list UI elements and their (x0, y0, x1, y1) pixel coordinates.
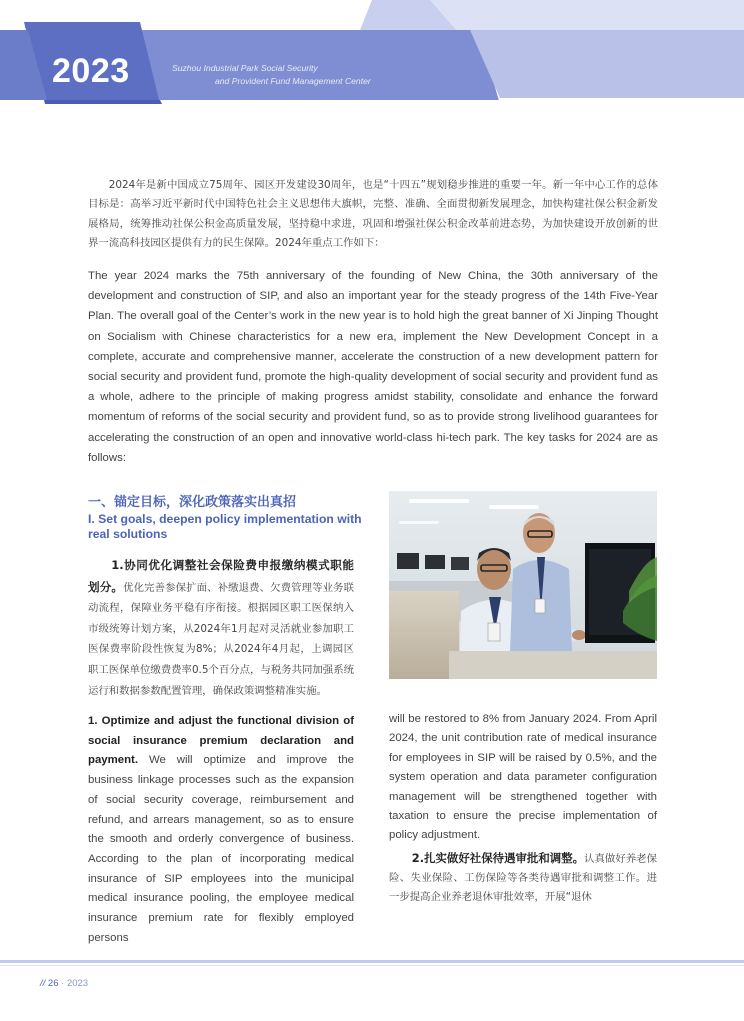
office-photo-illustration (389, 491, 657, 679)
org-name-line2: and Provident Fund Management Center (215, 76, 371, 86)
item2-paragraph-zh (389, 849, 657, 907)
item1-paragraph-en-continued: will be restored to 8% from January 2024. From April 2024, the unit contribution rate of medical insurance for employees in SIP will be raised by 0.5%, and the system operation and data parameter configuration management will be strengthened together with taxation to ensure the precise implementation of policy adjustment. (389, 713, 657, 842)
item1-body-en: We will optimize and improve the business linkage processes such as the expansion of social security coverage, reimbursement and refund, and arrears management, so as to ensure the smooth and orderly convergence of business. According to the plan of incorporating medical insurance of SIP employees into the municipal medical insurance pooling, the employee medical insurance premium rate for flexibly employed persons (88, 754, 354, 944)
footer-year: 2023 (66, 978, 89, 989)
org-name-line1: Suzhou Industrial Park Social Security (172, 63, 318, 73)
item1-body-zh: 优化完善参保扩面、补缴退费、欠费管理等业务联动流程，保障业务平稳有序衔接。根据园区职工医保纳入市级统筹计划方案，从2024年1月起对灵活就业参加职工医保费率阶段性恢复为8%；从2024年4月起，上调园区职工医保单位缴费费率0.5个百分点，与税务共同加强系统运行和数据参数配置管理，确保政策调整精准实施。 (88, 581, 354, 697)
footer-divider-thin (0, 965, 744, 966)
header-right-band (470, 30, 744, 98)
footer-separator: · (61, 978, 65, 989)
footer-slash: // (40, 978, 46, 989)
page-number: 26 (47, 978, 59, 989)
office-photo (389, 491, 657, 679)
item2-lead-zh: 2.扎实做好社保待遇审批和调整。 (411, 851, 585, 865)
section-title-en: I. Set goals, deepen policy implementation with real solutions (88, 512, 362, 541)
year-tab-edge (44, 100, 162, 104)
footer-divider (0, 960, 744, 963)
section-title-zh: 一、锚定目标，深化政策落实出真招 (88, 495, 297, 510)
item2-body-zh: 认真做好养老保险、失业保险、工伤保险等各类待遇审批和调整工作。进一步提高企业养老退休审批效率，开展“退休 (389, 853, 657, 903)
item1-lead-en: 1. Optimize and adjust the functional division of social insurance premium declaration and payment. (88, 715, 354, 767)
intro-paragraph-en: The year 2024 marks the 75th anniversary of the founding of New China, the 30th anniversary of the development and construction of SIP, and also an important year for the steady progress of the 14th Five-Year Plan. The overall goal of the Center’s work in the new year is to hold high the great banner of Xi Jinping Thought on Socialism with Chinese characteristics for a new era, implement the New Development Concept in a complete, accurate and comprehensive manner, accelerate the construction of a new development pattern for social security and provident fund, promote the high-quality development of social security and provident fund as a whole, adhere to the principle of making progress amidst stability, consolidate and enhance the forward momentum of reforms of the social security and provident fund, so as to provide strong livelihood guarantees for accelerating the construction of an open and innovative world-class hi-tech park. The key tasks for 2024 are as follows: (88, 270, 658, 464)
header-top-pale-band (430, 0, 744, 30)
item1-paragraph-en (88, 712, 354, 948)
header-banner (0, 0, 744, 110)
item1-lead-zh: 1.协同优化调整社会保险费申报缴纳模式职能划分。 (88, 558, 354, 594)
item1-paragraph-zh (88, 555, 354, 701)
page-footer (40, 978, 88, 989)
year-label: 2023 (52, 52, 130, 90)
intro-paragraph-zh: 2024年是新中国成立75周年、园区开发建设30周年，也是“十四五”规划稳步推进的重要一年。新一年中心工作的总体目标是：高举习近平新时代中国特色社会主义思想伟大旗帜，完整、准确、全面贯彻新发展理念，加快构建社保公积金新发展格局，统筹推动社保公积金高质量发展，坚持稳中求进，巩固和增强社保公积金改革前进态势，为加快建设开放创新的世界一流高科技园区提供有力的民生保障。2024年重点工作如下： (88, 179, 658, 250)
